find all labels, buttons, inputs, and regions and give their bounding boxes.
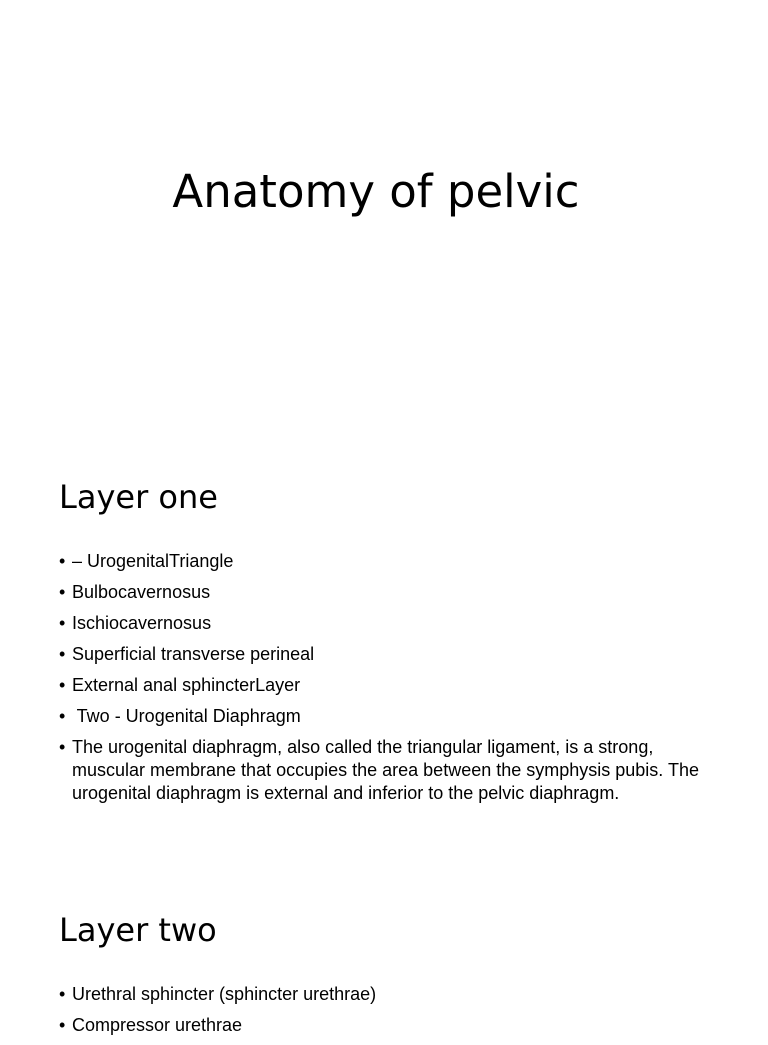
layer-two-bullet-list <box>59 983 719 1045</box>
bullet-icon: • <box>59 706 66 726</box>
bullet-icon: • <box>59 1015 66 1035</box>
bullet-icon: • <box>59 737 66 757</box>
list-item <box>59 581 719 604</box>
list-item <box>59 612 719 635</box>
list-item <box>59 983 719 1006</box>
list-item <box>59 1014 719 1037</box>
list-item <box>59 705 719 728</box>
list-item-text: The urogenital diaphragm, also called the triangular ligament, is a strong, muscular membrane that occupies the area between the symphysis pubis. The urogenital diaphragm is external and inferior to the pelvic diaphragm. <box>72 737 699 803</box>
list-item-text: – UrogenitalTriangle <box>72 551 234 571</box>
bullet-icon: • <box>59 644 66 664</box>
list-item-text: Two - Urogenital Diaphragm <box>72 706 301 726</box>
list-item <box>59 736 719 805</box>
bullet-icon: • <box>59 984 66 1004</box>
layer-one-bullet-list <box>59 550 719 813</box>
list-item-text: External anal sphincterLayer <box>72 675 301 695</box>
list-item <box>59 550 719 573</box>
list-item-text: Compressor urethrae <box>72 1015 243 1035</box>
list-item-text: Superficial transverse perineal <box>72 644 315 664</box>
bullet-icon: • <box>59 675 66 695</box>
list-item-text: Bulbocavernosus <box>72 582 211 602</box>
list-item-text: Ischiocavernosus <box>72 613 212 633</box>
bullet-icon: • <box>59 582 66 602</box>
bullet-icon: • <box>59 613 66 633</box>
list-item <box>59 643 719 666</box>
section-heading-layer-two: Layer two <box>59 911 217 949</box>
list-item-text: Urethral sphincter (sphincter urethrae) <box>72 984 377 1004</box>
section-heading-layer-one: Layer one <box>59 478 218 516</box>
page-title: Anatomy of pelvic <box>172 165 580 218</box>
list-item <box>59 674 719 697</box>
bullet-icon: • <box>59 551 66 571</box>
